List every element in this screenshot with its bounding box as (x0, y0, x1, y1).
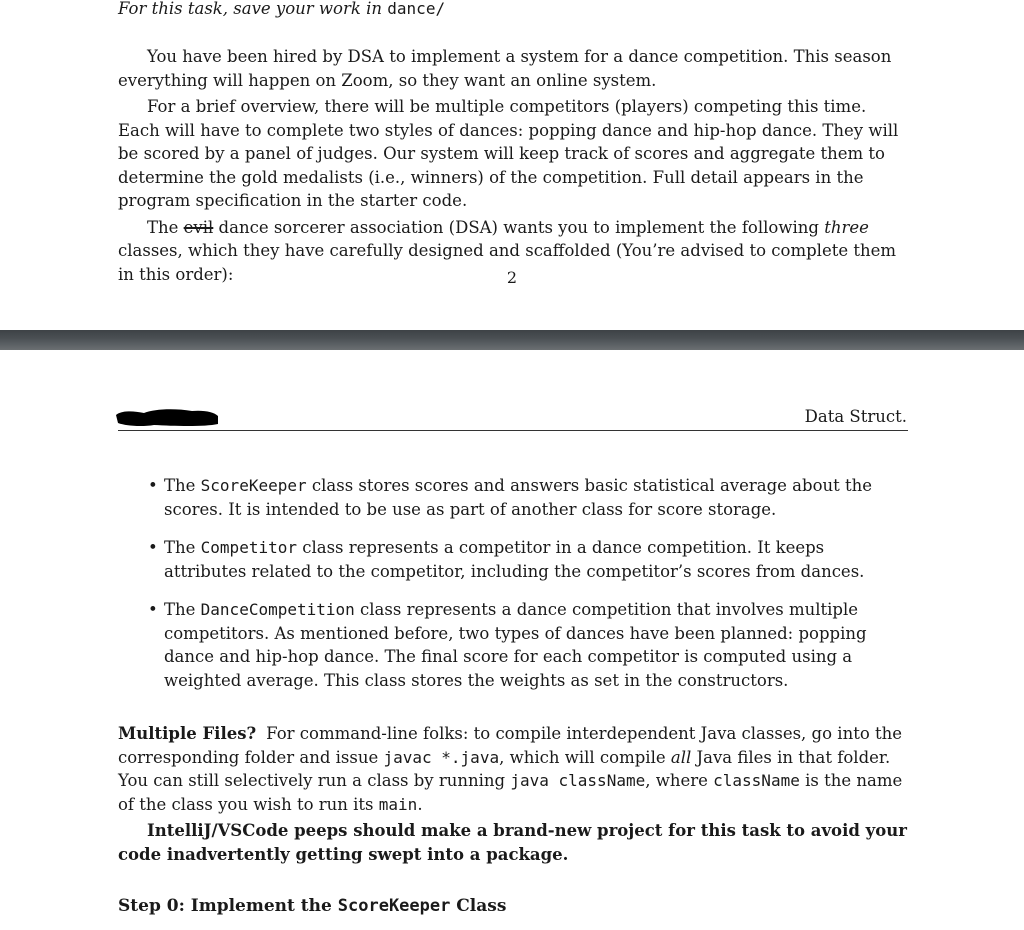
struck-word: evil (183, 217, 214, 237)
intro-paragraph-2: For a brief overview, there will be multiple competitors (players) competing this time. Each will have to complete two styles of dances: popping dance and hip-hop dance. They will be scored by a panel of judges. Our system will keep track of scores and aggregate them to determine the gold medalists (i.e., winners) of the competition. Full detail appears in the program specification in the starter code. (118, 97, 899, 210)
para3-text-a: dance sorcerer association (DSA) wants you to implement the following (218, 217, 819, 237)
step-heading (118, 896, 506, 916)
classname-code: className (713, 771, 800, 790)
save-instruction (118, 0, 445, 18)
list-item (118, 598, 910, 692)
java-command: java className (510, 771, 646, 790)
intro-body (118, 45, 908, 286)
redaction-mark (114, 406, 220, 428)
step-prefix: Step 0: Implement the (118, 896, 332, 916)
class-list (118, 474, 910, 707)
step-class-code: ScoreKeeper (337, 896, 451, 916)
bullet-icon: • (148, 600, 158, 619)
files-text-4: , where (645, 771, 708, 790)
page-number: 2 (506, 268, 518, 287)
bullet-text: class represents a competitor in a dance competition. It keeps attributes related to the competitor, including the competitor’s scores from dances. (164, 538, 865, 581)
files-text-1: For command-line folks: to compile interdependent Java classes, go into the corresponding folder and issue (118, 724, 903, 767)
para3-text-b: classes, which they have carefully designed and scaffolded (You’re advised to complete them in this order): (118, 241, 897, 284)
javac-command: javac *.java (383, 747, 500, 767)
step-suffix: Class (456, 896, 507, 916)
save-instruction-text: For this task, save your work in (118, 0, 383, 18)
multiple-files-heading: Multiple Files? (118, 724, 257, 743)
ide-paragraph: IntelliJ/VSCode peeps should make a brand-new project for this task to avoid your code inadvertently getting swept into a package. (118, 821, 907, 864)
bullet-icon: • (148, 476, 158, 495)
list-item (118, 536, 910, 583)
course-header: Data Struct. (804, 407, 907, 426)
files-text-2: , which will compile (499, 747, 666, 767)
class-name-code: DanceCompetition (200, 600, 355, 619)
header-rule (118, 430, 908, 431)
bullet-icon: • (148, 538, 158, 557)
files-text-3: Java files in that folder. You can still selectively run a class by running (118, 747, 891, 790)
multiple-files-paragraph (118, 722, 908, 816)
multiple-files-section (118, 722, 908, 866)
class-name-code: Competitor (200, 538, 297, 557)
bullet-the: The (164, 600, 196, 619)
page-separator (0, 330, 1024, 350)
bullet-text: class represents a dance competition that involves multiple competitors. As mentioned before, two types of dances have been planned: popping dance and hip-hop dance. The final score for each competitor is computed using a weighted average. This class stores the weights as set in the constructors. (164, 600, 867, 690)
files-text-5: is the name of the class you wish to run its (118, 771, 903, 814)
bullet-text: class stores scores and answers basic statistical average about the scores. It is intended to be use as part of another class for score storage. (164, 476, 873, 519)
bullet-the: The (164, 538, 196, 557)
intro-paragraph-1: You have been hired by DSA to implement a system for a dance competition. This season everything will happen on Zoom, so they want an online system. (118, 47, 892, 90)
files-emphasis: all (670, 747, 692, 767)
files-text-6: . (417, 794, 423, 814)
para3-the: The (147, 217, 179, 237)
bullet-the: The (164, 476, 196, 495)
class-name-code: ScoreKeeper (200, 476, 307, 495)
list-item (118, 474, 910, 521)
save-directory: dance/ (387, 0, 446, 18)
para3-emphasis: three (824, 217, 869, 237)
main-code: main (378, 794, 418, 814)
